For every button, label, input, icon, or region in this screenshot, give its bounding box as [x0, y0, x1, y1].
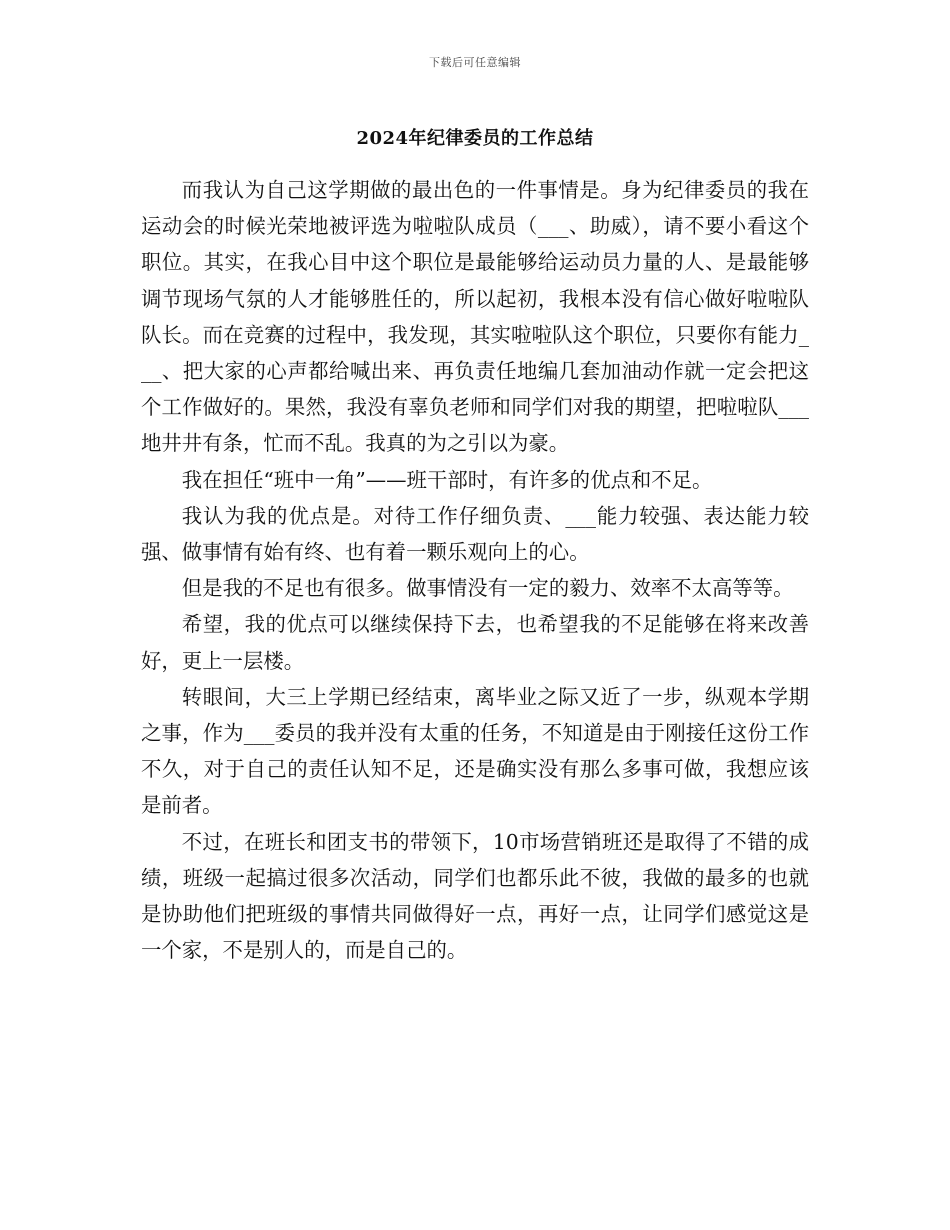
document-body	[141, 172, 809, 968]
paragraph-class-achievements: 不过，在班长和团支书的带领下，10市场营销班还是取得了不错的成绩，班级一起搞过很多次活动，同学们也都乐此不彼，我做的最多的也就是协助他们把班级的事情共同做得好一点，再好一点，让同学们感觉这是一个家，不是别人的，而是自己的。	[141, 829, 809, 963]
page-header-note: 下载后可任意编辑	[429, 56, 521, 69]
paragraph-hope: 希望，我的优点可以继续保持下去，也希望我的不足能够在将来改善好，更上一层楼。	[141, 612, 809, 673]
paragraph-class-cadre: 我在担任“班中一角”——班干部时，有许多的优点和不足。	[181, 467, 713, 492]
paragraph-cheerleader: 而我认为自己这学期做的最出色的一件事情是。身为纪律委员的我在运动会的时候光荣地被评选为啦啦队成员（___、助威），请不要小看这个职位。其实，在我心目中这个职位是最能够给运动员力量的人、是最能够调节现场气氛的人才能够胜任的，所以起初，我根本没有信心做好啦啦队队长。而在竞赛的过程中，我发现，其实啦啦队这个职位，只要你有能力___、把大家的心声都给喊出来、再负责任地编几套加油动作就一定会把这个工作做好的。果然，我没有辜负老师和同学们对我的期望，把啦啦队___地井井有条，忙而不乱。我真的为之引以为豪。	[141, 178, 809, 456]
paragraph-weaknesses: 但是我的不足也有很多。做事情没有一定的毅力、效率不太高等等。	[181, 576, 794, 601]
document-title: 2024年纪律委员的工作总结	[356, 128, 594, 149]
paragraph-strengths: 我认为我的优点是。对待工作仔细负责、___能力较强、表达能力较强、做事情有始有终、也有着一颗乐观向上的心。	[141, 503, 809, 565]
paragraph-semester-review: 转眼间，大三上学期已经结束，离毕业之际又近了一步，纵观本学期之事，作为___委员的我并没有太重的任务，不知道是由于刚接任这份工作不久，对于自己的责任认知不足，还是确实没有那么多事可做，我想应该是前者。	[141, 684, 809, 818]
